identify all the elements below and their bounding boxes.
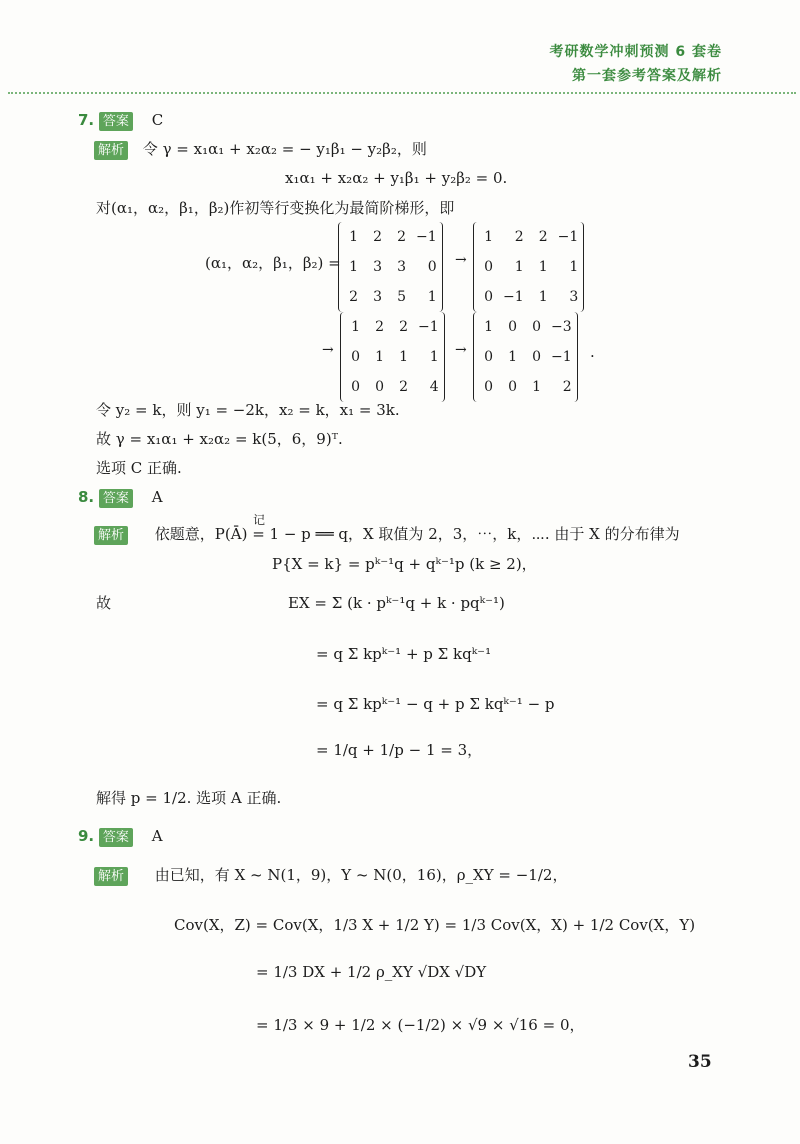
q7-text-2: 对(α₁，α₂，β₁，β₂)作初等行变换化为最简阶梯形，即 xyxy=(96,199,455,217)
q8-expectation-1: EX = Σ (k · pᵏ⁻¹q + k · pqᵏ⁻¹) xyxy=(288,594,505,612)
matrix-cell: 2 xyxy=(562,379,572,395)
answer-tag: 答案 xyxy=(99,828,133,847)
matrix-2-table xyxy=(474,222,583,312)
header-divider xyxy=(8,92,796,94)
matrix-cell: 1 xyxy=(538,289,548,305)
header-book-title: 考研数学冲刺预测 6 套卷 xyxy=(549,44,722,60)
q9-text-1: 由已知，有 X ~ N(1，9)，Y ~ N(0，16)，ρ_XY = −1/2， xyxy=(154,866,568,884)
matrix-cell: 1 xyxy=(349,259,358,275)
matrix-cell: 0 xyxy=(484,379,493,395)
analysis-tag: 解析 xyxy=(94,867,128,886)
q8-expectation-2: = q Σ kpᵏ⁻¹ + p Σ kqᵏ⁻¹ xyxy=(316,645,492,663)
analysis-tag: 解析 xyxy=(94,526,128,545)
matrix-cell: 1 xyxy=(427,289,437,305)
q7-equation: x₁α₁ + x₂α₂ + y₁β₁ + y₂β₂ = 0. xyxy=(285,169,508,187)
q7-text-4: 故 γ = x₁α₁ + x₂α₂ = k(5，6，9)ᵀ. xyxy=(96,430,343,448)
q7-analysis-line1 xyxy=(94,139,427,160)
q8-text-1: 依题意，P(Ā) = 1 − p ══ q，X 取值为 2，3，⋯，k，⋯. 由于 X 的分布律为 xyxy=(154,525,680,543)
matrix-row xyxy=(339,282,442,312)
matrix-cell: 1 xyxy=(429,349,439,365)
matrix-3-table xyxy=(341,312,444,402)
matrix-cell: 1 xyxy=(399,349,408,365)
matrix-cell: −1 xyxy=(503,289,524,305)
q7-text-1: 令 γ = x₁α₁ + x₂α₂ = − y₁β₁ − y₂β₂，则 xyxy=(142,140,427,158)
matrix-row xyxy=(339,222,442,252)
q8-expectation-4: = 1/q + 1/p − 1 = 3， xyxy=(316,741,483,759)
matrix-cell: 2 xyxy=(373,229,382,245)
matrix-row xyxy=(474,252,583,282)
matrix-4-table xyxy=(474,312,577,402)
matrix-cell: 2 xyxy=(514,229,524,245)
matrix-cell: 0 xyxy=(351,349,360,365)
matrix-cell: 0 xyxy=(351,379,360,395)
page-number: 35 xyxy=(688,1052,712,1072)
matrix-cell: 3 xyxy=(373,289,382,305)
matrix-cell: 2 xyxy=(538,229,548,245)
q7-text-5: 选项 C 正确. xyxy=(96,459,182,477)
q8-over-mark: 记 xyxy=(253,513,266,527)
matrix-cell: −1 xyxy=(416,229,437,245)
q9-answer-line xyxy=(78,826,163,847)
matrix-2 xyxy=(473,222,584,312)
matrix-row xyxy=(474,282,583,312)
matrix-cell: 1 xyxy=(375,349,384,365)
matrix-cell: −3 xyxy=(551,319,572,335)
q9-cov-2: = 1/3 DX + 1/2 ρ_XY √DX √DY xyxy=(256,963,487,981)
matrix-1-table xyxy=(339,222,442,312)
matrix-cell: −1 xyxy=(418,319,439,335)
q9-answer: A xyxy=(151,827,163,845)
answer-tag: 答案 xyxy=(99,489,133,508)
q8-gu: 故 xyxy=(96,594,112,612)
q7-number: 7. xyxy=(78,111,95,129)
matrix-cell: 2 xyxy=(399,379,408,395)
matrix-row xyxy=(474,312,577,342)
matrix-4 xyxy=(473,312,578,402)
matrix-cell: 1 xyxy=(514,259,524,275)
matrix-cell: 1 xyxy=(484,229,493,245)
row-op-arrow: → xyxy=(455,252,467,268)
matrix-cell: 2 xyxy=(349,289,358,305)
matrix-cell: 1 xyxy=(508,349,517,365)
matrix-cell: 2 xyxy=(397,229,406,245)
q7-answer-line xyxy=(78,110,163,131)
matrix-cell: 2 xyxy=(375,319,384,335)
matrix-1 xyxy=(338,222,443,312)
q8-answer: A xyxy=(151,488,163,506)
matrix-cell: 3 xyxy=(373,259,382,275)
matrix-cell: 0 xyxy=(484,349,493,365)
matrix-cell: −1 xyxy=(551,349,572,365)
matrix-cell: 3 xyxy=(397,259,406,275)
matrix-cell: 1 xyxy=(484,319,493,335)
q8-distribution: P{X = k} = pᵏ⁻¹q + qᵏ⁻¹p (k ≥ 2)， xyxy=(272,555,537,573)
q7-text-3: 令 y₂ = k，则 y₁ = −2k，x₂ = k，x₁ = 3k. xyxy=(96,401,400,419)
matrix-cell: 0 xyxy=(532,349,541,365)
matrix-row xyxy=(341,342,444,372)
analysis-tag: 解析 xyxy=(94,141,128,160)
q8-analysis-line1 xyxy=(94,524,680,545)
row-op-arrow: → xyxy=(455,342,467,358)
running-header xyxy=(550,40,723,88)
matrix-row xyxy=(474,372,577,402)
q8-answer-line xyxy=(78,487,163,508)
matrix-cell: 1 xyxy=(351,319,360,335)
matrix-cell: 1 xyxy=(538,259,548,275)
q9-cov-1: Cov(X，Z) = Cov(X，1/3 X + 1/2 Y) = 1/3 Cov(X，X) + 1/2 Cov(X，Y) xyxy=(174,916,696,934)
matrix-cell: 1 xyxy=(532,379,541,395)
matrix-cell: 0 xyxy=(508,319,517,335)
matrix-cell: 0 xyxy=(484,289,493,305)
matrix-cell: 3 xyxy=(569,289,579,305)
matrix-cell: 0 xyxy=(532,319,541,335)
matrix-cell: 0 xyxy=(484,259,493,275)
matrix-row xyxy=(341,312,444,342)
matrix-3 xyxy=(340,312,445,402)
matrix-cell: 0 xyxy=(427,259,437,275)
matrix-cell: 2 xyxy=(399,319,408,335)
matrix-cell: −1 xyxy=(557,229,579,245)
matrix-period: . xyxy=(590,343,595,361)
matrix-cell: 1 xyxy=(349,229,358,245)
answer-tag: 答案 xyxy=(99,112,133,131)
q8-expectation-3: = q Σ kpᵏ⁻¹ − q + p Σ kqᵏ⁻¹ − p xyxy=(316,695,555,713)
q9-cov-3: = 1/3 × 9 + 1/2 × (−1/2) × √9 × √16 = 0， xyxy=(256,1016,585,1034)
matrix-cell: 5 xyxy=(397,289,406,305)
matrix-row xyxy=(474,342,577,372)
q8-conclusion: 解得 p = 1/2. 选项 A 正确. xyxy=(96,789,282,807)
matrix-row xyxy=(474,222,583,252)
q7-matrix-lhs: (α₁，α₂，β₁，β₂) = xyxy=(205,254,341,272)
matrix-cell: 0 xyxy=(508,379,517,395)
q9-analysis-line1 xyxy=(94,865,567,886)
header-section-title: 第一套参考答案及解析 xyxy=(572,68,722,84)
matrix-row xyxy=(339,252,442,282)
q9-number: 9. xyxy=(78,827,95,845)
q8-number: 8. xyxy=(78,488,95,506)
matrix-cell: 0 xyxy=(375,379,384,395)
matrix-cell: 4 xyxy=(429,379,439,395)
row-op-arrow: → xyxy=(322,342,334,358)
matrix-cell: 1 xyxy=(569,259,579,275)
matrix-row xyxy=(341,372,444,402)
q7-answer: C xyxy=(151,111,164,129)
